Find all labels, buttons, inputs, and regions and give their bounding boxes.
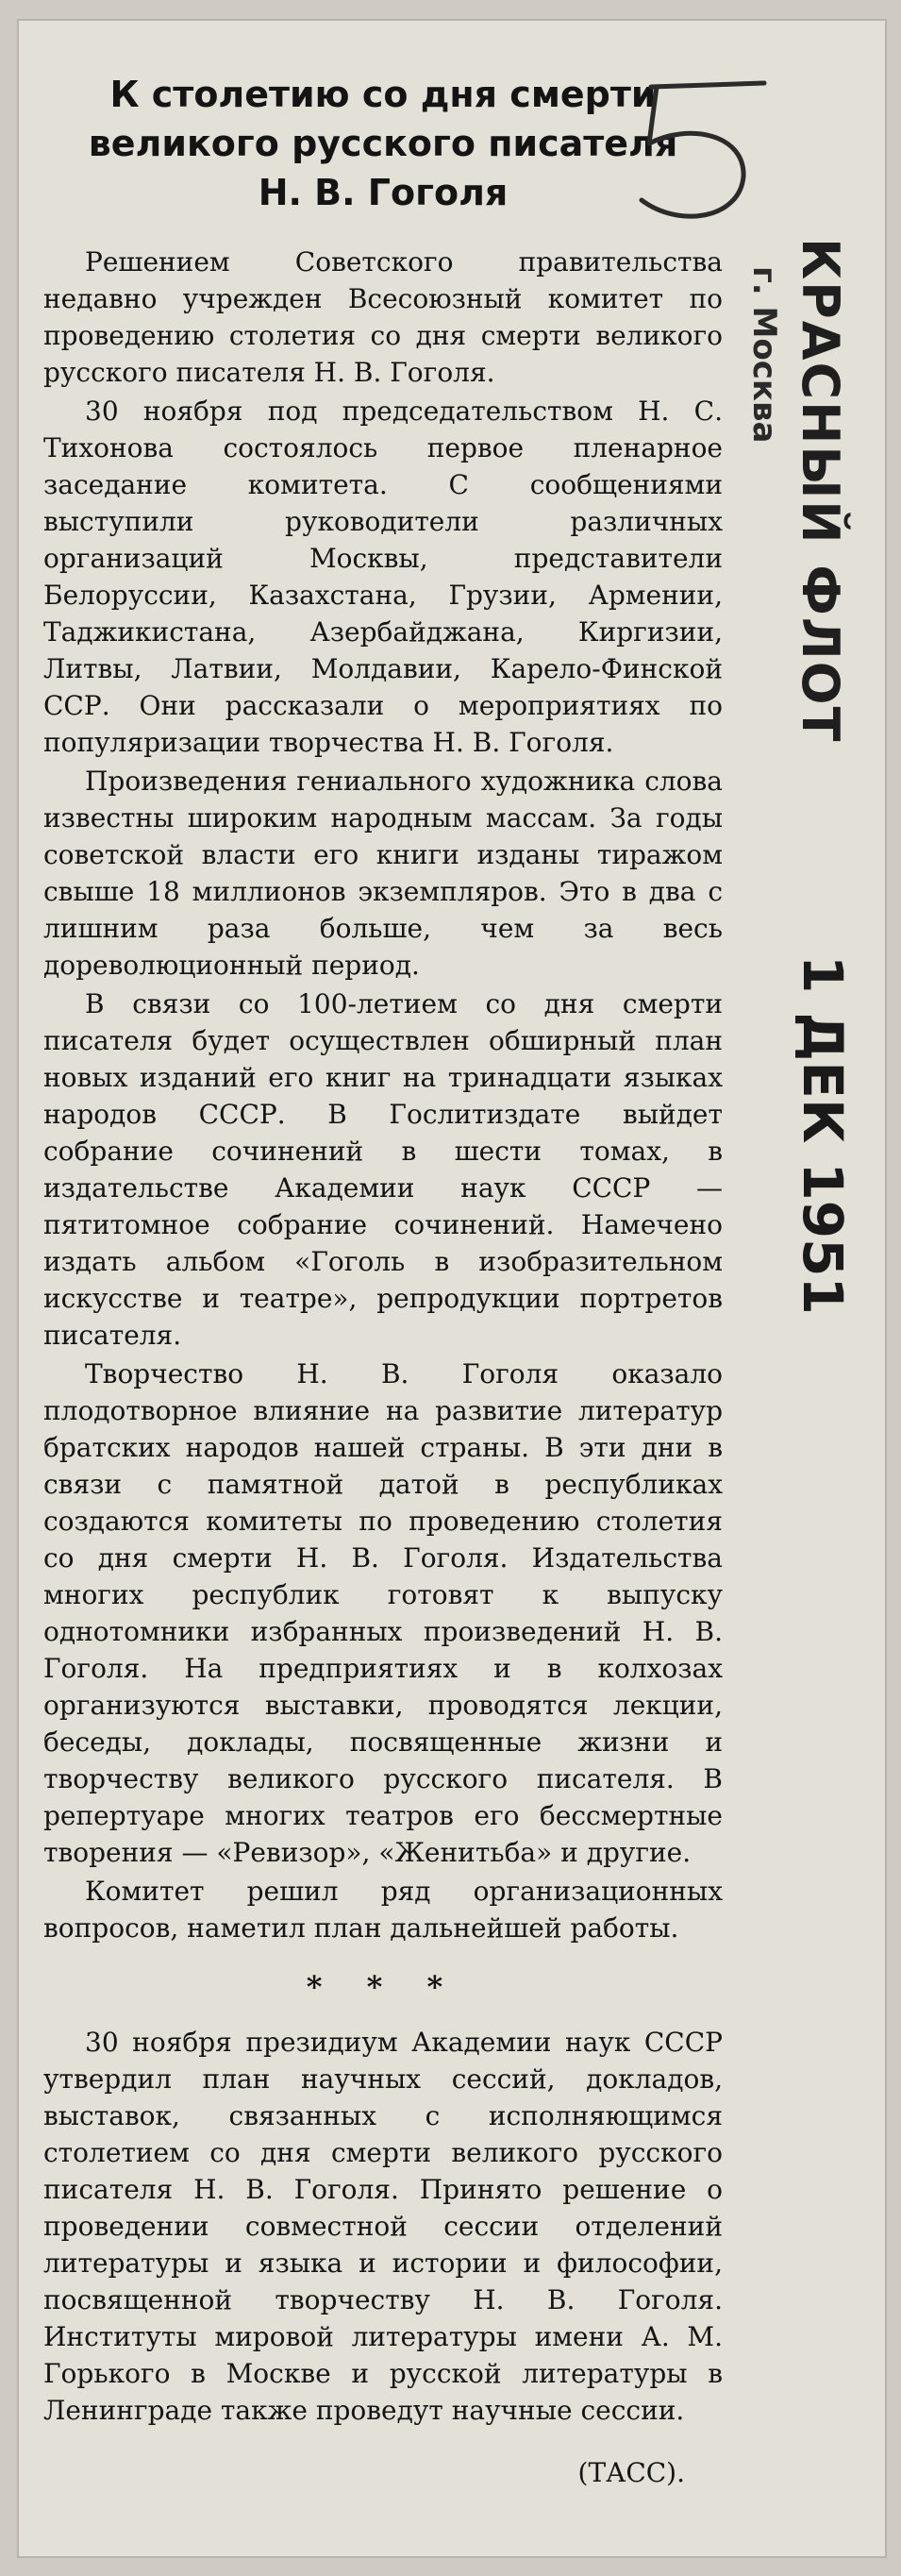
article-column bbox=[43, 49, 723, 2488]
article-paragraph: В связи со 100-летием со дня смерти писателя будет осуществлен обширный план новых изданий его книг на тринадцати языках народов СССР. В Гослитиздате выйдет собрание сочинений в шести томах, в издательстве Академии наук СССР — пятитомное собрание сочинений. Намечено издать альбом «Гоголь в изобразительном искусстве и театре», репродукции портретов писателя. bbox=[43, 988, 723, 1351]
agency-signature: (ТАСС). bbox=[577, 2457, 685, 2488]
newspaper-stamp bbox=[745, 238, 887, 1654]
section-divider: * * * bbox=[306, 1969, 460, 2005]
article-headline bbox=[43, 70, 723, 217]
article-paragraph: Творчество Н. В. Гоголя оказало плодотворное влияние на развитие литератур братских народов нашей страны. В эти дни в связи с памятной датой в республиках создаются комитеты по проведению столетия со дня смерти Н. В. Гоголя. Издательства многих республик готовят к выпуску однотомники избранных произведений Н. В. Гоголя. На предприятиях и в колхозах организуются выставки, проводятся лекции, беседы, доклады, посвященные жизни и творчеству великого русского писателя. В репертуаре многих театров его бессмертные творения — «Ревизор», «Женитьба» и другие. bbox=[43, 1358, 723, 1868]
newspaper-clipping bbox=[17, 19, 887, 2558]
newspaper-masthead: КРАСНЫЙ ФЛОТ bbox=[791, 238, 850, 744]
headline-line-1: К столетию со дня смерти bbox=[109, 74, 657, 115]
handwritten-mark bbox=[623, 77, 802, 238]
newspaper-city: г. Москва bbox=[745, 266, 783, 444]
article-paragraph: 30 ноября под председательством Н. С. Тихонова состоялось первое пленарное заседание комитета. С сообщениями выступили руководители различных организаций Москвы, представители Белоруссии, Казахстана, Грузии, Армении, Таджикистана, Азербайджана, Киргизии, Литвы, Латвии, Молдавии, Карело-Финской ССР. Они рассказали о мероприятиях по популяризации творчества Н. В. Гоголя. bbox=[43, 396, 723, 758]
article-paragraph: Комитет решил ряд организационных вопросов, наметил план дальнейшей работы. bbox=[43, 1876, 723, 1944]
date-stamp: 1 ДЕК 1951 bbox=[791, 955, 855, 1315]
article-paragraph: Решением Советского правительства недавно учрежден Всесоюзный комитет по проведению столетия со дня смерти великого русского писателя Н. В. Гоголя. bbox=[43, 246, 723, 388]
headline-line-3: Н. В. Гоголя bbox=[258, 172, 509, 213]
headline-line-2: великого русского писателя bbox=[88, 123, 678, 164]
article-paragraph: 30 ноября президиум Академии наук СССР утвердил план научных сессий, докладов, выставок, связанных с исполняющимся столетием со дня смерти великого русского писателя Н. В. Гоголя. Принято решение о проведении совместной сессии отделений литературы и языка и истории и философии, посвященной творчеству Н. В. Гоголя. Институты мировой литературы имени А. М. Горького в Москве и русской литературы в Ленинграде также проведут научные сессии. bbox=[43, 2027, 723, 2426]
article-paragraph: Произведения гениального художника слова известны широким народным массам. За годы советской власти его книги изданы тиражом свыше 18 миллионов экземпляров. Это в два с лишним раза больше, чем за весь дореволюционный период. bbox=[43, 766, 723, 981]
